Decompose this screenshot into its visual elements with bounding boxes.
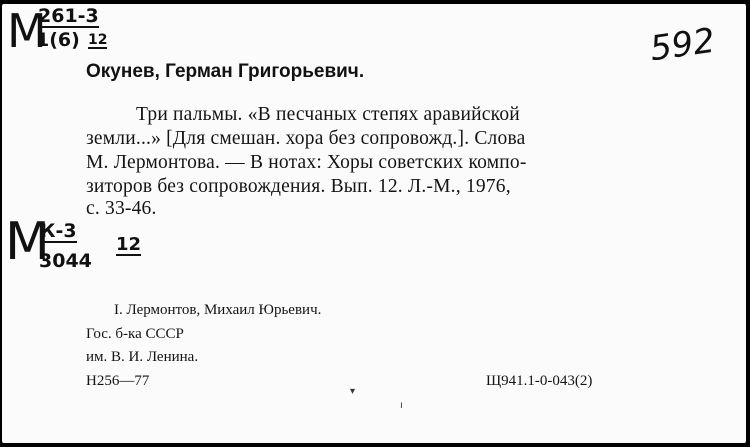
catalog-card (2, 4, 746, 443)
body-line-4: зиторов без сопровождения. Вып. 12. Л.-М., 1976, (86, 176, 511, 197)
body-line-3: М. Лермонтова. — В нотах: Хоры советских компо- (86, 152, 527, 173)
author-heading: Окунев, Герман Григорьевич. (86, 61, 365, 82)
library-line-1: Гос. б-ка СССР (86, 326, 184, 342)
body-line-5: с. 33-46. (86, 198, 157, 219)
shelf-mark-2-superscript: 12 (116, 234, 142, 255)
shelf-mark-2-top: К-3 (40, 220, 77, 242)
scan-speck: ı (400, 400, 403, 411)
scan-speck: ▾ (350, 386, 356, 397)
shelf-mark-bottom: 1(6) (36, 29, 80, 51)
shelf-mark-letter: М (7, 4, 45, 58)
library-line-2: им. В. И. Ленина. (86, 349, 199, 365)
added-entry: I. Лермонтов, Михаил Юрьевич. (114, 302, 322, 318)
catalog-code: Щ941.1-0-043(2) (486, 373, 593, 389)
shelf-mark-superscript: 12 (88, 32, 108, 48)
corner-handwritten-number: 592 (647, 20, 718, 70)
body-line-2: земли...» [Для смешан. хора без сопровожд.]. Слова (86, 128, 526, 149)
shelf-mark-2-bottom: 3044 (39, 250, 92, 272)
body-line-1: Три пальмы. «В песчаных степях аравийской (136, 104, 520, 125)
shelf-mark-2-letter: М (5, 212, 48, 272)
card-number: Н256—77 (86, 373, 150, 389)
shelf-mark-top: 261-3 (38, 5, 99, 27)
